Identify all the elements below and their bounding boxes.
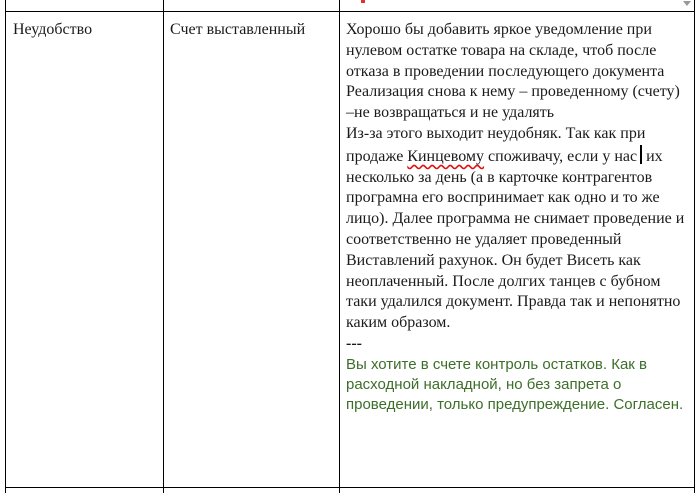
misspelled-word[interactable]: Кинцевому — [407, 147, 485, 165]
reply-text: Вы хотите в счете контроль остатков. Как в расходной накладной, но без запрета о проведении, только предупреждение. Согласен. — [346, 355, 684, 413]
chevron-down-icon[interactable] — [683, 1, 691, 6]
separator: --- — [346, 334, 362, 352]
paragraph-2-text-mid: споживачу, если у нас — [484, 147, 638, 165]
table-row-bottom-border — [5, 487, 694, 488]
table-column-divider-1 — [163, 0, 164, 493]
table-row-top-border — [5, 11, 694, 12]
paragraph-2-text-start: Из-за этого выходит неудобняк. Так как при продаже — [346, 124, 646, 165]
description-paragraph-1: Хорошо бы добавить яркое уведомление при нулевом остатке товара на складе, чтоб после отказа в проведении последующего документа Реализация снова к нему – проведенному (счету) –не возвращаться и не удалять — [346, 21, 680, 122]
table-column-divider-2 — [339, 0, 340, 493]
cell-document-type[interactable]: Счет выставленный — [170, 21, 306, 38]
table-border-right — [694, 0, 695, 493]
cell-description[interactable] — [346, 20, 688, 415]
table-border-left — [5, 0, 6, 493]
comment-marker — [361, 0, 365, 3]
description-paragraph-2 — [346, 124, 688, 334]
paragraph-2-text-end: их несколько за день (а в карточке контрагентов програмна его воспринимает как одно и то же лицо). Далее программа не снимает проведение и соответственно не удаляет проведенный Виставлений рахунок. Он будет Висеть как неоплаченный. После долгих танцев с бубном таки удалился документ. Правда так и непонятно каким образом. — [346, 147, 685, 332]
cell-category[interactable]: Неудобство — [13, 21, 93, 38]
